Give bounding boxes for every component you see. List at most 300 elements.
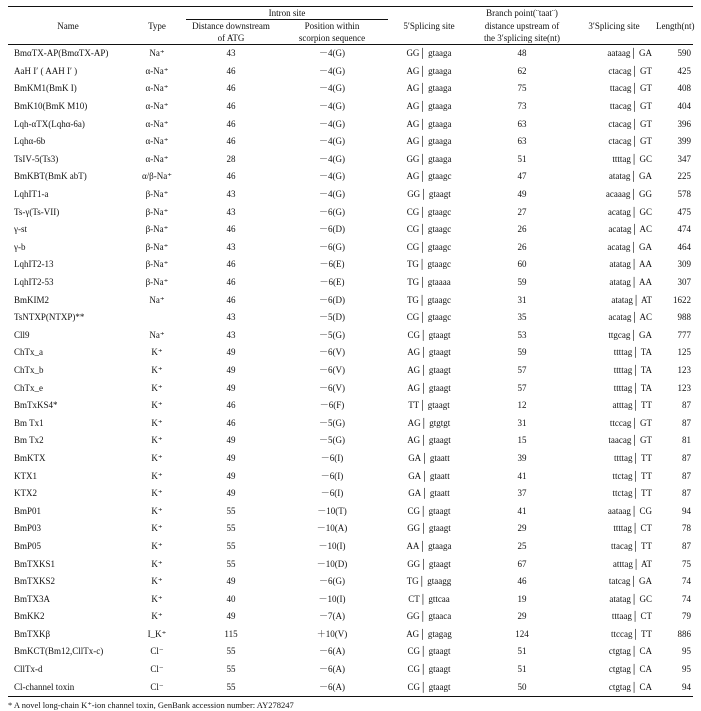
cell-position: －4(G) [319,83,345,94]
cell-length: 347 [677,153,691,164]
cell-name: BmTXKβ [14,628,51,639]
header-name: Name [8,7,128,45]
cell-type: K⁺ [151,611,163,622]
cell-branch-point: 63 [517,136,527,147]
cell-distance: 43 [226,189,236,200]
cell-branch-point: 26 [517,241,527,252]
cell-type: α/β‑Na⁺ [141,171,173,182]
cell-distance: 28 [226,153,236,164]
cell-type: K⁺ [151,540,163,551]
cell-distance: 49 [226,488,236,499]
header-branch-line3: the 3′splicing site(nt) [470,32,574,45]
cell-distance: 49 [226,452,236,463]
table-row [8,432,693,450]
cell-branch-point: 41 [517,470,527,481]
cell-branch-point: 53 [517,329,527,340]
cell-length: 309 [677,259,691,270]
cell-branch-point: 51 [517,646,527,657]
cell-length: 578 [677,189,691,200]
cell-branch-point: 75 [517,83,527,94]
cell-length: 777 [677,329,691,340]
cell-name: AaH I′ ( AAH I′ ) [14,65,78,76]
cell-type: Cl⁻ [150,646,164,657]
cell-position: －6(G) [319,241,345,252]
cell-type: I_K⁺ [147,628,167,639]
cell-3-splicing-site: acatag│ AC [608,312,652,323]
table-row [8,63,693,81]
cell-length: 988 [677,312,691,323]
cell-distance: 40 [226,593,236,604]
cell-5-splicing-site: GG│ gtaagt [407,523,451,534]
cell-3-splicing-site: ctgtag│ CA [608,646,652,657]
table-row [8,203,693,221]
cell-3-splicing-site: atttag│ TT [612,400,652,411]
cell-length: 87 [682,470,691,481]
cell-branch-point: 15 [517,435,527,446]
cell-length: 74 [682,593,691,604]
cell-3-splicing-site: ttccag│ TT [611,628,652,639]
cell-3-splicing-site: atatag│ AA [609,277,652,288]
cell-distance: 46 [226,417,236,428]
table-row [8,98,693,116]
cell-3-splicing-site: aataag│ GA [607,48,652,59]
cell-3-splicing-site: taacag│ GT [608,435,652,446]
cell-branch-point: 63 [517,118,527,129]
cell-distance: 49 [226,576,236,587]
cell-3-splicing-site: ttttag│ TA [613,382,652,393]
cell-3-splicing-site: ttacag│ TT [611,540,652,551]
cell-position: －5(G) [319,417,345,428]
cell-name: γ‑st [14,224,27,235]
cell-5-splicing-site: GG│ gtaaga [406,153,452,164]
table-row [8,309,693,327]
cell-3-splicing-site: ttctag│ TT [612,488,652,499]
cell-type: K⁺ [151,593,163,604]
cell-5-splicing-site: AG│ gtaaga [406,136,452,147]
cell-5-splicing-site: AG│ gtaagt [407,382,451,393]
cell-position: －4(G) [319,171,345,182]
cell-type: α‑Na⁺ [145,136,169,147]
cell-length: 87 [682,417,691,428]
table-row [8,151,693,169]
cell-name: LqhIT1‑a [14,189,49,200]
cell-5-splicing-site: TG│ gtaaaa [407,277,451,288]
cell-3-splicing-site: tttaag│ CT [611,611,652,622]
cell-3-splicing-site: acatag│ GA [607,241,652,252]
cell-5-splicing-site: CG│ gtaagt [407,329,451,340]
cell-length: 87 [682,400,691,411]
cell-5-splicing-site: GG│ gtaaca [406,611,452,622]
cell-branch-point: 47 [517,171,527,182]
cell-length: 464 [677,241,691,252]
cell-3-splicing-site: acatag│ AC [608,224,652,235]
table-row [8,502,693,520]
cell-5-splicing-site: CG│ gtaagc [406,224,452,235]
cell-length: 94 [682,505,691,516]
cell-type: Cl⁻ [128,678,186,696]
cell-branch-point: 67 [517,558,527,569]
cell-branch-point: 29 [517,523,527,534]
cell-branch-point: 48 [517,48,527,59]
cell-type: Na⁺ [149,329,165,340]
cell-name: BmP05 [14,540,42,551]
cell-distance: 55 [226,505,236,516]
cell-name: BmTXKS2 [14,576,56,587]
cell-position: －7(A) [319,611,345,622]
cell-5-splicing-site: AG│ gtgtgt [407,417,451,428]
cell-distance: 43 [226,329,236,340]
cell-distance: 43 [226,48,236,59]
cell-5-splicing-site: AG│ gtagag [406,628,452,639]
cell-branch-point: 27 [517,206,527,217]
table-row [8,555,693,573]
table-row [8,608,693,626]
cell-distance: 49 [226,435,236,446]
cell-length: 404 [677,101,691,112]
cell-distance: 43 [226,241,236,252]
cell-branch-point: 50 [470,678,574,696]
cell-3-splicing-site: tatcag│ GA [608,576,652,587]
table-row [8,678,693,696]
cell-3-splicing-site: ttttag│ TA [613,347,652,358]
cell-length: 95 [682,646,691,657]
table-row [8,362,693,380]
cell-name: BmTX3A [14,593,50,604]
cell-3-splicing-site: ttccag│ GT [609,417,652,428]
cell-3-splicing-site: ttttag│ TT [614,452,652,463]
cell-position: －10(I) [318,593,346,604]
cell-name: KTX2 [14,488,37,499]
cell-5-splicing-site: CG│ gtaagc [406,206,452,217]
table-container [8,6,693,711]
cell-name: BmP03 [14,523,42,534]
cell-length: 408 [677,83,691,94]
cell-type: β‑Na⁺ [145,277,169,288]
cell-5-splicing-site: CG│ gtaagc [406,241,452,252]
cell-name: KTX1 [14,470,37,481]
cell-5-splicing-site: AG│ gtaagc [406,171,452,182]
table-row [8,256,693,274]
cell-name: LqhIT2‑13 [14,259,54,270]
cell-type: β‑Na⁺ [145,224,169,235]
header-intron-site: Intron site [186,7,388,20]
cell-name: TsNTXP(NTXP)** [14,312,85,323]
cell-name: BmTxKS4* [14,400,58,411]
header-distance-line2: of ATG [186,32,276,45]
cell-branch-point: 31 [517,417,527,428]
cell-length: 475 [677,206,691,217]
cell-3-splicing-site: ctacag│ GT [608,136,652,147]
cell-5-splicing-site: GG│ gtaaga [406,48,452,59]
cell-3-splicing-site: ttctag│ TT [612,470,652,481]
cell-name: Bm Tx1 [14,417,44,428]
cell-3-splicing-site: ctgtag│ CA [574,678,654,696]
cell-name: Lqhα‑6b [14,136,46,147]
cell-type: α‑Na⁺ [145,65,169,76]
cell-distance: 46 [226,83,236,94]
cell-branch-point: 41 [517,505,527,516]
cell-3-splicing-site: ttttag│ CT [613,523,652,534]
cell-position: －10(A) [316,523,348,534]
header-distance-line1: Distance downstream [192,21,270,31]
cell-length: 123 [677,364,691,375]
cell-position: －6(I) [320,470,344,481]
table-row [8,661,693,679]
cell-5-splicing-site: TG│ gtaagc [406,259,452,270]
cell-name: BmTXKS1 [14,558,56,569]
cell-name: CllTx‑d [14,664,43,675]
cell-distance: 55 [226,664,236,675]
cell-3-splicing-site: acaaag│ GG [605,189,652,200]
cell-type: K⁺ [151,523,163,534]
cell-5-splicing-site: AG│ gtaaga [406,65,452,76]
cell-position: －4(G) [319,136,345,147]
header-length: Length(nt) [654,7,693,45]
cell-type: K⁺ [151,382,163,393]
cell-5-splicing-site: AG│ gtaagt [407,347,451,358]
cell-3-splicing-site: acatag│ GC [607,206,652,217]
cell-3-splicing-site: aataag│ CG [607,505,652,516]
cell-distance: 46 [226,101,236,112]
cell-name: BmKCT(Bm12,CllTx‑c) [14,646,104,657]
splicing-table [8,6,693,697]
table-header [8,7,693,45]
cell-name: BmKIM2 [14,294,50,305]
cell-branch-point: 26 [517,224,527,235]
cell-3-splicing-site: ttgcag│ GA [608,329,652,340]
cell-5-splicing-site: TT│ gtaagt [408,400,450,411]
cell-5-splicing-site: CG│ gtaagt [388,678,470,696]
footnote: * A novel long‑chain K⁺‑ion channel toxin, GenBank accession number: AY278247 [8,699,294,710]
cell-distance: 43 [226,206,236,217]
cell-5-splicing-site: CG│ gtaagt [407,664,451,675]
table-row [8,133,693,151]
cell-length: 425 [677,65,691,76]
cell-distance: 49 [226,382,236,393]
cell-length: 94 [654,678,693,696]
table-row [8,186,693,204]
cell-branch-point: 46 [517,576,527,587]
cell-type: Na⁺ [149,294,165,305]
table-row [8,80,693,98]
cell-type: Na⁺ [149,48,165,59]
cell-branch-point: 12 [517,400,527,411]
header-position-line2: scorpion sequence [276,32,388,45]
table-row [8,327,693,345]
cell-5-splicing-site: CT│ gttcaa [408,593,450,604]
cell-5-splicing-site: AG│ gtaaga [406,101,452,112]
cell-distance: 46 [226,136,236,147]
table-row [8,485,693,503]
cell-position: －6(E) [319,259,345,270]
cell-branch-point: 62 [517,65,527,76]
cell-position: －5(D) [319,312,345,323]
cell-position: －6(I) [320,488,344,499]
cell-type: Cl⁻ [150,664,164,675]
cell-position: －4(G) [319,153,345,164]
cell-type: K⁺ [151,452,163,463]
cell-3-splicing-site: ctacag│ GT [608,65,652,76]
cell-type: α‑Na⁺ [145,83,169,94]
cell-name: BmKBT(BmK abT) [14,171,87,182]
cell-length: 474 [677,224,691,235]
cell-type: β‑Na⁺ [145,259,169,270]
cell-position: －6(V) [319,347,345,358]
cell-branch-point: 29 [517,611,527,622]
cell-position: －6(D) [319,224,345,235]
cell-name: Bm Tx2 [14,435,44,446]
cell-branch-point: 19 [517,593,527,604]
table-row [8,573,693,591]
cell-5-splicing-site: TG│ gtaagc [406,294,452,305]
cell-distance: 49 [226,470,236,481]
cell-branch-point: 35 [517,312,527,323]
cell-type: α‑Na⁺ [145,153,169,164]
cell-position: －5(G) [319,435,345,446]
cell-position: －6(G) [319,206,345,217]
cell-3-splicing-site: atatag│ GC [609,593,652,604]
table-row [8,414,693,432]
cell-name: BmαTX‑AP(BmαTX‑AP) [14,48,109,59]
table-row [8,590,693,608]
cell-name: γ‑b [14,241,26,252]
cell-position: －6(G) [319,576,345,587]
table-row [8,450,693,468]
cell-type: β‑Na⁺ [145,206,169,217]
table-row [8,344,693,362]
cell-5-splicing-site: AG│ gtaaga [406,118,452,129]
cell-distance: 49 [226,611,236,622]
cell-3-splicing-site: ctgtag│ CA [608,664,652,675]
cell-type: K⁺ [151,488,163,499]
table-row [8,168,693,186]
cell-distance: 46 [226,259,236,270]
cell-branch-point: 57 [517,364,527,375]
table-row [8,45,693,63]
cell-type [128,309,186,327]
cell-name: Ts‑γ(Ts‑VII) [14,206,60,217]
cell-branch-point: 39 [517,452,527,463]
cell-position: －6(A) [319,646,345,657]
cell-position: －4(G) [319,101,345,112]
cell-distance: 55 [226,523,236,534]
cell-branch-point: 37 [517,488,527,499]
cell-name: BmKTX [14,452,46,463]
cell-branch-point: 49 [517,189,527,200]
cell-branch-point: 73 [517,101,527,112]
cell-5-splicing-site: GA│ gtaatt [408,470,450,481]
cell-5-splicing-site: AA│ gtaaga [406,540,452,551]
cell-type: K⁺ [151,364,163,375]
cell-position: －4(G) [319,65,345,76]
cell-length: 225 [677,171,691,182]
cell-length: 87 [682,540,691,551]
cell-position: －6(V) [319,382,345,393]
table-row [8,467,693,485]
cell-3-splicing-site: atatag│ AA [609,259,652,270]
cell-length: 590 [677,48,691,59]
cell-distance: 46 [226,65,236,76]
cell-name: Cll9 [14,329,30,340]
cell-type: K⁺ [151,435,163,446]
cell-length: 123 [677,382,691,393]
cell-position: －6(A) [276,678,388,696]
cell-length: 87 [682,488,691,499]
cell-length: 74 [682,576,691,587]
cell-3-splicing-site: atttag│ AT [612,558,652,569]
cell-5-splicing-site: GG│ gtaagt [407,558,451,569]
table-row [8,239,693,257]
cell-distance: 55 [226,646,236,657]
cell-3-splicing-site: atatag│ GA [608,171,652,182]
cell-length: 1622 [673,294,691,305]
cell-position: －6(F) [319,400,345,411]
cell-3-splicing-site: ttttag│ TA [613,364,652,375]
cell-branch-point: 60 [517,259,527,270]
cell-name: ChTx_a [14,347,43,358]
cell-distance: 46 [226,400,236,411]
cell-position: －10(I) [318,540,346,551]
cell-position: －5(G) [319,329,345,340]
cell-3-splicing-site: ttacag│ GT [609,101,652,112]
cell-distance: 46 [226,224,236,235]
table-row [8,379,693,397]
cell-3-splicing-site: ctacag│ GT [608,118,652,129]
cell-length: 886 [677,628,691,639]
cell-branch-point: 59 [517,347,527,358]
cell-position: －6(D) [319,294,345,305]
table-body [8,45,693,697]
cell-distance: 46 [226,294,236,305]
header-3-splicing-site: 3′Splicing site [574,7,654,45]
cell-name: Cl‑channel toxin [8,678,128,696]
cell-3-splicing-site: ttttag│ GC [612,153,652,164]
cell-length: 399 [677,136,691,147]
cell-name: BmKK2 [14,611,45,622]
cell-3-splicing-site: ttacag│ GT [609,83,652,94]
cell-branch-point: 124 [515,628,529,639]
cell-5-splicing-site: TG│ gtaagg [406,576,452,587]
cell-branch-point: 31 [517,294,527,305]
cell-5-splicing-site: CG│ gtaagt [407,505,451,516]
cell-distance: 46 [226,118,236,129]
cell-position: －6(I) [320,452,344,463]
cell-type: α‑Na⁺ [145,101,169,112]
cell-position: －4(G) [319,48,345,59]
header-5-splicing-site: 5′Splicing site [388,7,470,45]
cell-type: K⁺ [151,558,163,569]
cell-distance: 55 [226,540,236,551]
table-row [8,115,693,133]
table-row [8,643,693,661]
cell-distance: 55 [186,678,276,696]
table-row [8,538,693,556]
cell-distance: 115 [224,628,238,639]
table-row [8,221,693,239]
table-row [8,397,693,415]
cell-name: BmKM1(BmK I) [14,83,77,94]
cell-5-splicing-site: AG│ gtaagt [407,364,451,375]
cell-distance: 55 [226,558,236,569]
cell-position: ＋10(V) [316,628,348,639]
cell-branch-point: 51 [517,153,527,164]
cell-position: －6(V) [319,364,345,375]
cell-length: 307 [677,277,691,288]
cell-position: －4(G) [319,189,345,200]
cell-branch-point: 51 [517,664,527,675]
cell-distance: 46 [226,171,236,182]
cell-position: －6(A) [319,664,345,675]
